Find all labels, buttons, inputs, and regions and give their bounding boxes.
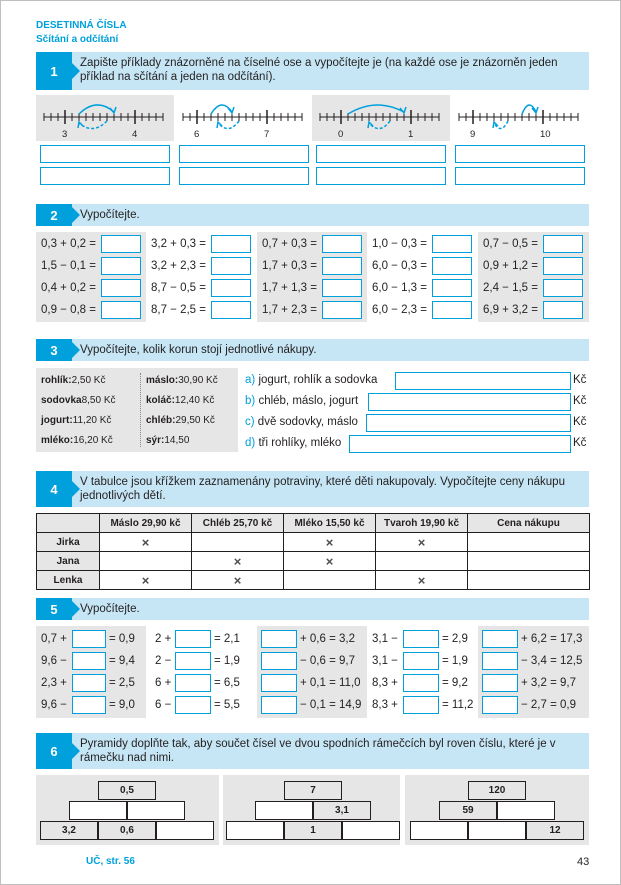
purchase-item [245, 416, 358, 428]
item-text: jogurt, rohlík a sodovka [258, 374, 378, 386]
pyramid-box: 0,6 [98, 821, 156, 840]
section-title: DESETINNÁ ČÍSLA [36, 20, 127, 31]
table-header: Cena nákupu [468, 514, 590, 533]
exercise-text: 6,0 − 1,3 = [372, 282, 427, 294]
axis-label-left: 6 [194, 129, 200, 140]
exercise-text: = 5,5 [214, 699, 240, 711]
price-item [146, 395, 214, 406]
item-letter: a) [245, 374, 256, 386]
row-name: Jana [37, 552, 100, 571]
answer-box[interactable] [432, 301, 472, 319]
answer-box[interactable] [543, 257, 583, 275]
exercise-text: 0,7 − 0,5 = [483, 238, 538, 250]
answer-box[interactable] [316, 167, 446, 185]
item-price: 2,50 Kč [71, 375, 106, 386]
currency-unit: Kč [573, 437, 587, 449]
item-name: sodovka [41, 395, 82, 406]
cross-mark: × [376, 533, 468, 552]
item-letter: b) [245, 395, 256, 407]
answer-box[interactable] [72, 674, 106, 692]
table-row [37, 552, 590, 571]
exercise-text: = 9,2 [442, 677, 468, 689]
exercise-text: 2 − [155, 655, 172, 667]
price-item [146, 415, 215, 426]
answer-box[interactable] [40, 167, 170, 185]
axis-label-left: 9 [470, 129, 476, 140]
item-text: dvě sodovky, máslo [257, 416, 358, 428]
item-price: 29,50 Kč [175, 415, 215, 426]
task6-number: 6 [36, 733, 72, 769]
exercise-text: 9,6 − [41, 699, 67, 711]
cross-mark: × [100, 571, 192, 590]
answer-box[interactable] [261, 674, 297, 692]
answer-box[interactable] [179, 167, 309, 185]
answer-box[interactable] [432, 235, 472, 253]
pyramid-box: 3,2 [40, 821, 98, 840]
item-letter: c) [245, 416, 255, 428]
exercise-text: 1,7 + 1,3 = [262, 282, 317, 294]
answer-box[interactable] [175, 696, 211, 714]
item-text: chléb, máslo, jogurt [258, 395, 359, 407]
exercise-text: 2,4 − 1,5 = [483, 282, 538, 294]
answer-box[interactable] [101, 279, 141, 297]
answer-box[interactable] [432, 257, 472, 275]
exercise-text: 3,2 + 0,3 = [151, 238, 206, 250]
price-item [146, 435, 189, 446]
addition-arrow [348, 105, 404, 114]
answer-box[interactable] [455, 145, 585, 163]
task5-bar [36, 598, 589, 620]
answer-box[interactable] [322, 235, 362, 253]
price-item [146, 375, 218, 386]
item-name: sýr: [146, 435, 165, 446]
item-name: jogurt: [41, 415, 73, 426]
pyramid-box[interactable] [468, 821, 526, 840]
section-subtitle: Sčítání a odčítání [36, 34, 119, 45]
task2-instruction: Vypočítejte. [80, 209, 140, 221]
answer-box[interactable] [101, 257, 141, 275]
price-item [41, 375, 105, 386]
exercise-text: = 0,9 [109, 633, 135, 645]
cross-mark: × [284, 533, 376, 552]
task4-bar [36, 471, 589, 507]
task2-bar [36, 204, 589, 226]
price-answer-cell[interactable] [468, 552, 590, 571]
task1-bar [36, 52, 589, 90]
exercise-text: = 1,9 [214, 655, 240, 667]
currency-unit: Kč [573, 374, 587, 386]
exercise-text: = 2,9 [442, 633, 468, 645]
answer-box[interactable] [211, 235, 251, 253]
table-header: Tvaroh 19,90 kč [376, 514, 468, 533]
exercise-text: = 9,4 [109, 655, 135, 667]
exercise-text: 8,3 + [372, 699, 398, 711]
price-answer-cell[interactable] [468, 533, 590, 552]
pyramid-box[interactable] [342, 821, 400, 840]
exercise-text: = 11,2 [442, 699, 474, 711]
cross-mark: × [376, 571, 468, 590]
answer-box[interactable] [101, 235, 141, 253]
answer-box[interactable] [543, 235, 583, 253]
pyramid-box[interactable] [127, 801, 185, 820]
exercise-text: − 0,6 = 9,7 [300, 655, 355, 667]
exercise-text: 8,7 − 0,5 = [151, 282, 206, 294]
item-price: 16,20 Kč [73, 435, 113, 446]
task6-instruction: Pyramidy doplňte tak, aby součet čísel ve dvou spodních rámečcích byl roven číslu, které je v rámečku nad nimi. [80, 738, 556, 764]
exercise-text: 0,7 + [41, 633, 67, 645]
axis-label-left: 3 [62, 129, 68, 140]
item-price: 12,40 Kč [174, 395, 215, 406]
page-number: 43 [577, 856, 590, 868]
textbook-reference: UČ, str. 56 [86, 856, 135, 867]
item-name: mléko: [41, 435, 74, 446]
exercise-text: 6,9 + 3,2 = [483, 304, 538, 316]
answer-box[interactable] [403, 696, 439, 714]
price-item [41, 435, 113, 446]
pyramid-box[interactable] [255, 801, 313, 820]
purchase-item [245, 395, 358, 407]
answer-box[interactable] [366, 414, 571, 432]
cross-mark: × [192, 552, 284, 571]
exercise-text: 3,1 − [372, 655, 398, 667]
answer-box[interactable] [482, 674, 518, 692]
exercise-text: 1,5 − 0,1 = [41, 260, 96, 272]
exercise-text: 8,7 − 2,5 = [151, 304, 206, 316]
table-header-row [37, 514, 590, 533]
answer-box[interactable] [211, 301, 251, 319]
pyramid-box: 7 [284, 781, 342, 800]
exercise-text: 8,3 + [372, 677, 398, 689]
number-line [312, 95, 450, 141]
answer-box[interactable] [72, 696, 106, 714]
exercise-text: + 0,1 = 11,0 [300, 677, 361, 689]
shopping-table [36, 513, 590, 590]
price-item [41, 395, 116, 406]
purchase-item [245, 437, 341, 449]
purchase-item [245, 374, 377, 386]
exercise-text: 0,3 + 0,2 = [41, 238, 96, 250]
item-price: 8,50 Kč [81, 395, 116, 406]
answer-box[interactable] [211, 257, 251, 275]
exercise-text: + 0,6 = 3,2 [300, 633, 355, 645]
exercise-text: 6,0 − 0,3 = [372, 260, 427, 272]
answer-box[interactable] [316, 145, 446, 163]
arrow-head [368, 122, 373, 128]
answer-box[interactable] [322, 279, 362, 297]
table-header: Mléko 15,50 kč [284, 514, 376, 533]
answer-box[interactable] [368, 393, 571, 411]
task3-instruction: Vypočítejte, kolik korun stojí jednotlivé nákupy. [80, 344, 317, 356]
axis-label-right: 4 [132, 129, 138, 140]
exercise-text: = 1,9 [442, 655, 468, 667]
item-text: tři rohlíky, mléko [258, 437, 342, 449]
axis-label-left: 0 [338, 129, 344, 140]
table-row [37, 571, 590, 590]
answer-box[interactable] [543, 301, 583, 319]
task4-instruction: V tabulce jsou křížkem zaznamenány potraviny, které děti nakupovaly. Vypočítejte ceny nákupu jednotlivých dětí. [80, 476, 565, 502]
exercise-text: + 3,2 = 9,7 [521, 677, 576, 689]
number-line [36, 95, 174, 141]
table-corner [37, 514, 100, 533]
task1-number: 1 [36, 52, 72, 90]
answer-box[interactable] [175, 652, 211, 670]
cross-mark [284, 571, 376, 590]
answer-box[interactable] [482, 696, 518, 714]
exercise-text: 3,1 − [372, 633, 398, 645]
exercise-text: − 3,4 = 12,5 [521, 655, 583, 667]
cross-mark: × [284, 552, 376, 571]
cross-mark [192, 533, 284, 552]
exercise-text: 1,0 − 0,3 = [372, 238, 427, 250]
pyramid-box[interactable] [226, 821, 284, 840]
answer-box[interactable] [395, 372, 571, 390]
pyramid-box: 3,1 [313, 801, 371, 820]
answer-box[interactable] [349, 435, 571, 453]
table-row [37, 533, 590, 552]
currency-unit: Kč [573, 416, 587, 428]
answer-box[interactable] [482, 652, 518, 670]
pyramid-box: 120 [468, 781, 526, 800]
arrow-head [110, 107, 116, 113]
exercise-text: 1,7 + 2,3 = [262, 304, 317, 316]
item-letter: d) [245, 437, 256, 449]
task2-number: 2 [36, 204, 72, 226]
exercise-text: 0,9 + 1,2 = [483, 260, 538, 272]
item-name: chléb: [146, 415, 176, 426]
exercise-text: − 2,7 = 0,9 [521, 699, 576, 711]
exercise-text: + 6,2 = 17,3 [521, 633, 583, 645]
answer-box[interactable] [72, 630, 106, 648]
answer-box[interactable] [211, 279, 251, 297]
answer-box[interactable] [40, 145, 170, 163]
exercise-text: 3,2 + 2,3 = [151, 260, 206, 272]
answer-box[interactable] [72, 652, 106, 670]
cross-mark: × [100, 533, 192, 552]
task5-instruction: Vypočítejte. [80, 603, 140, 615]
arrow-head [78, 122, 83, 128]
task1-instruction: Zapište příklady znázorněné na číselné ose a vypočítejte je (na každé ose je znázorněn jeden příklad na sčítání a jeden na odčítání). [80, 57, 558, 83]
price-answer-cell[interactable] [468, 571, 590, 590]
item-name: rohlík: [41, 375, 72, 386]
pyramid-box: 1 [284, 821, 342, 840]
exercise-text: 9,6 − [41, 655, 67, 667]
pyramid-box: 12 [526, 821, 584, 840]
answer-box[interactable] [261, 696, 297, 714]
exercise-text: = 2,5 [109, 677, 135, 689]
cross-mark: × [192, 571, 284, 590]
currency-unit: Kč [573, 395, 587, 407]
answer-box[interactable] [403, 630, 439, 648]
answer-box[interactable] [175, 630, 211, 648]
cross-mark [376, 552, 468, 571]
exercise-text: − 0,1 = 14,9 [300, 699, 362, 711]
table-header: Chléb 25,70 kč [192, 514, 284, 533]
answer-box[interactable] [261, 652, 297, 670]
answer-box[interactable] [455, 167, 585, 185]
answer-box[interactable] [482, 630, 518, 648]
exercise-text: = 2,1 [214, 633, 240, 645]
exercise-text: = 9,0 [109, 699, 135, 711]
exercise-text: = 6,5 [214, 677, 240, 689]
answer-box[interactable] [432, 279, 472, 297]
answer-box[interactable] [179, 145, 309, 163]
subtraction-arrow [79, 121, 107, 129]
exercise-text: 2 + [155, 633, 172, 645]
exercise-text: 2,3 + [41, 677, 67, 689]
pyramid-box[interactable] [410, 821, 468, 840]
exercise-text: 6,0 − 2,3 = [372, 304, 427, 316]
item-price: 11,20 Kč [72, 415, 112, 426]
task3-bar [36, 339, 589, 361]
item-name: koláč: [146, 395, 175, 406]
pyramid-box: 0,5 [98, 781, 156, 800]
answer-box[interactable] [322, 257, 362, 275]
exercise-text: 6 − [155, 699, 172, 711]
answer-box[interactable] [543, 279, 583, 297]
item-name: máslo: [146, 375, 179, 386]
exercise-text: 6 + [155, 677, 172, 689]
exercise-text: 0,9 − 0,8 = [41, 304, 96, 316]
price-item [41, 415, 111, 426]
pyramid-box[interactable] [497, 801, 555, 820]
task3-number: 3 [36, 339, 72, 361]
answer-box[interactable] [403, 652, 439, 670]
answer-box[interactable] [322, 301, 362, 319]
task6-bar [36, 733, 589, 769]
axis-label-right: 10 [540, 129, 551, 140]
exercise-text: 0,4 + 0,2 = [41, 282, 96, 294]
arrow-head [400, 107, 406, 113]
answer-box[interactable] [175, 674, 211, 692]
addition-arrow [79, 105, 114, 114]
axis-label-right: 1 [408, 129, 414, 140]
item-price: 14,50 [164, 435, 190, 446]
exercise-text: 1,7 + 0,3 = [262, 260, 317, 272]
table-header: Máslo 29,90 kč [100, 514, 192, 533]
item-price: 30,90 Kč [178, 375, 218, 386]
pyramid-box[interactable] [156, 821, 214, 840]
task5-number: 5 [36, 598, 72, 620]
exercise-text: 0,7 + 0,3 = [262, 238, 317, 250]
price-divider [140, 373, 141, 447]
arrow-head [217, 122, 222, 128]
answer-box[interactable] [101, 301, 141, 319]
cross-mark [100, 552, 192, 571]
answer-box[interactable] [261, 630, 297, 648]
pyramid-box: 59 [439, 801, 497, 820]
pyramid-box[interactable] [69, 801, 127, 820]
axis-label-right: 7 [264, 129, 270, 140]
row-name: Lenka [37, 571, 100, 590]
row-name: Jirka [37, 533, 100, 552]
task4-number: 4 [36, 471, 72, 507]
answer-box[interactable] [403, 674, 439, 692]
